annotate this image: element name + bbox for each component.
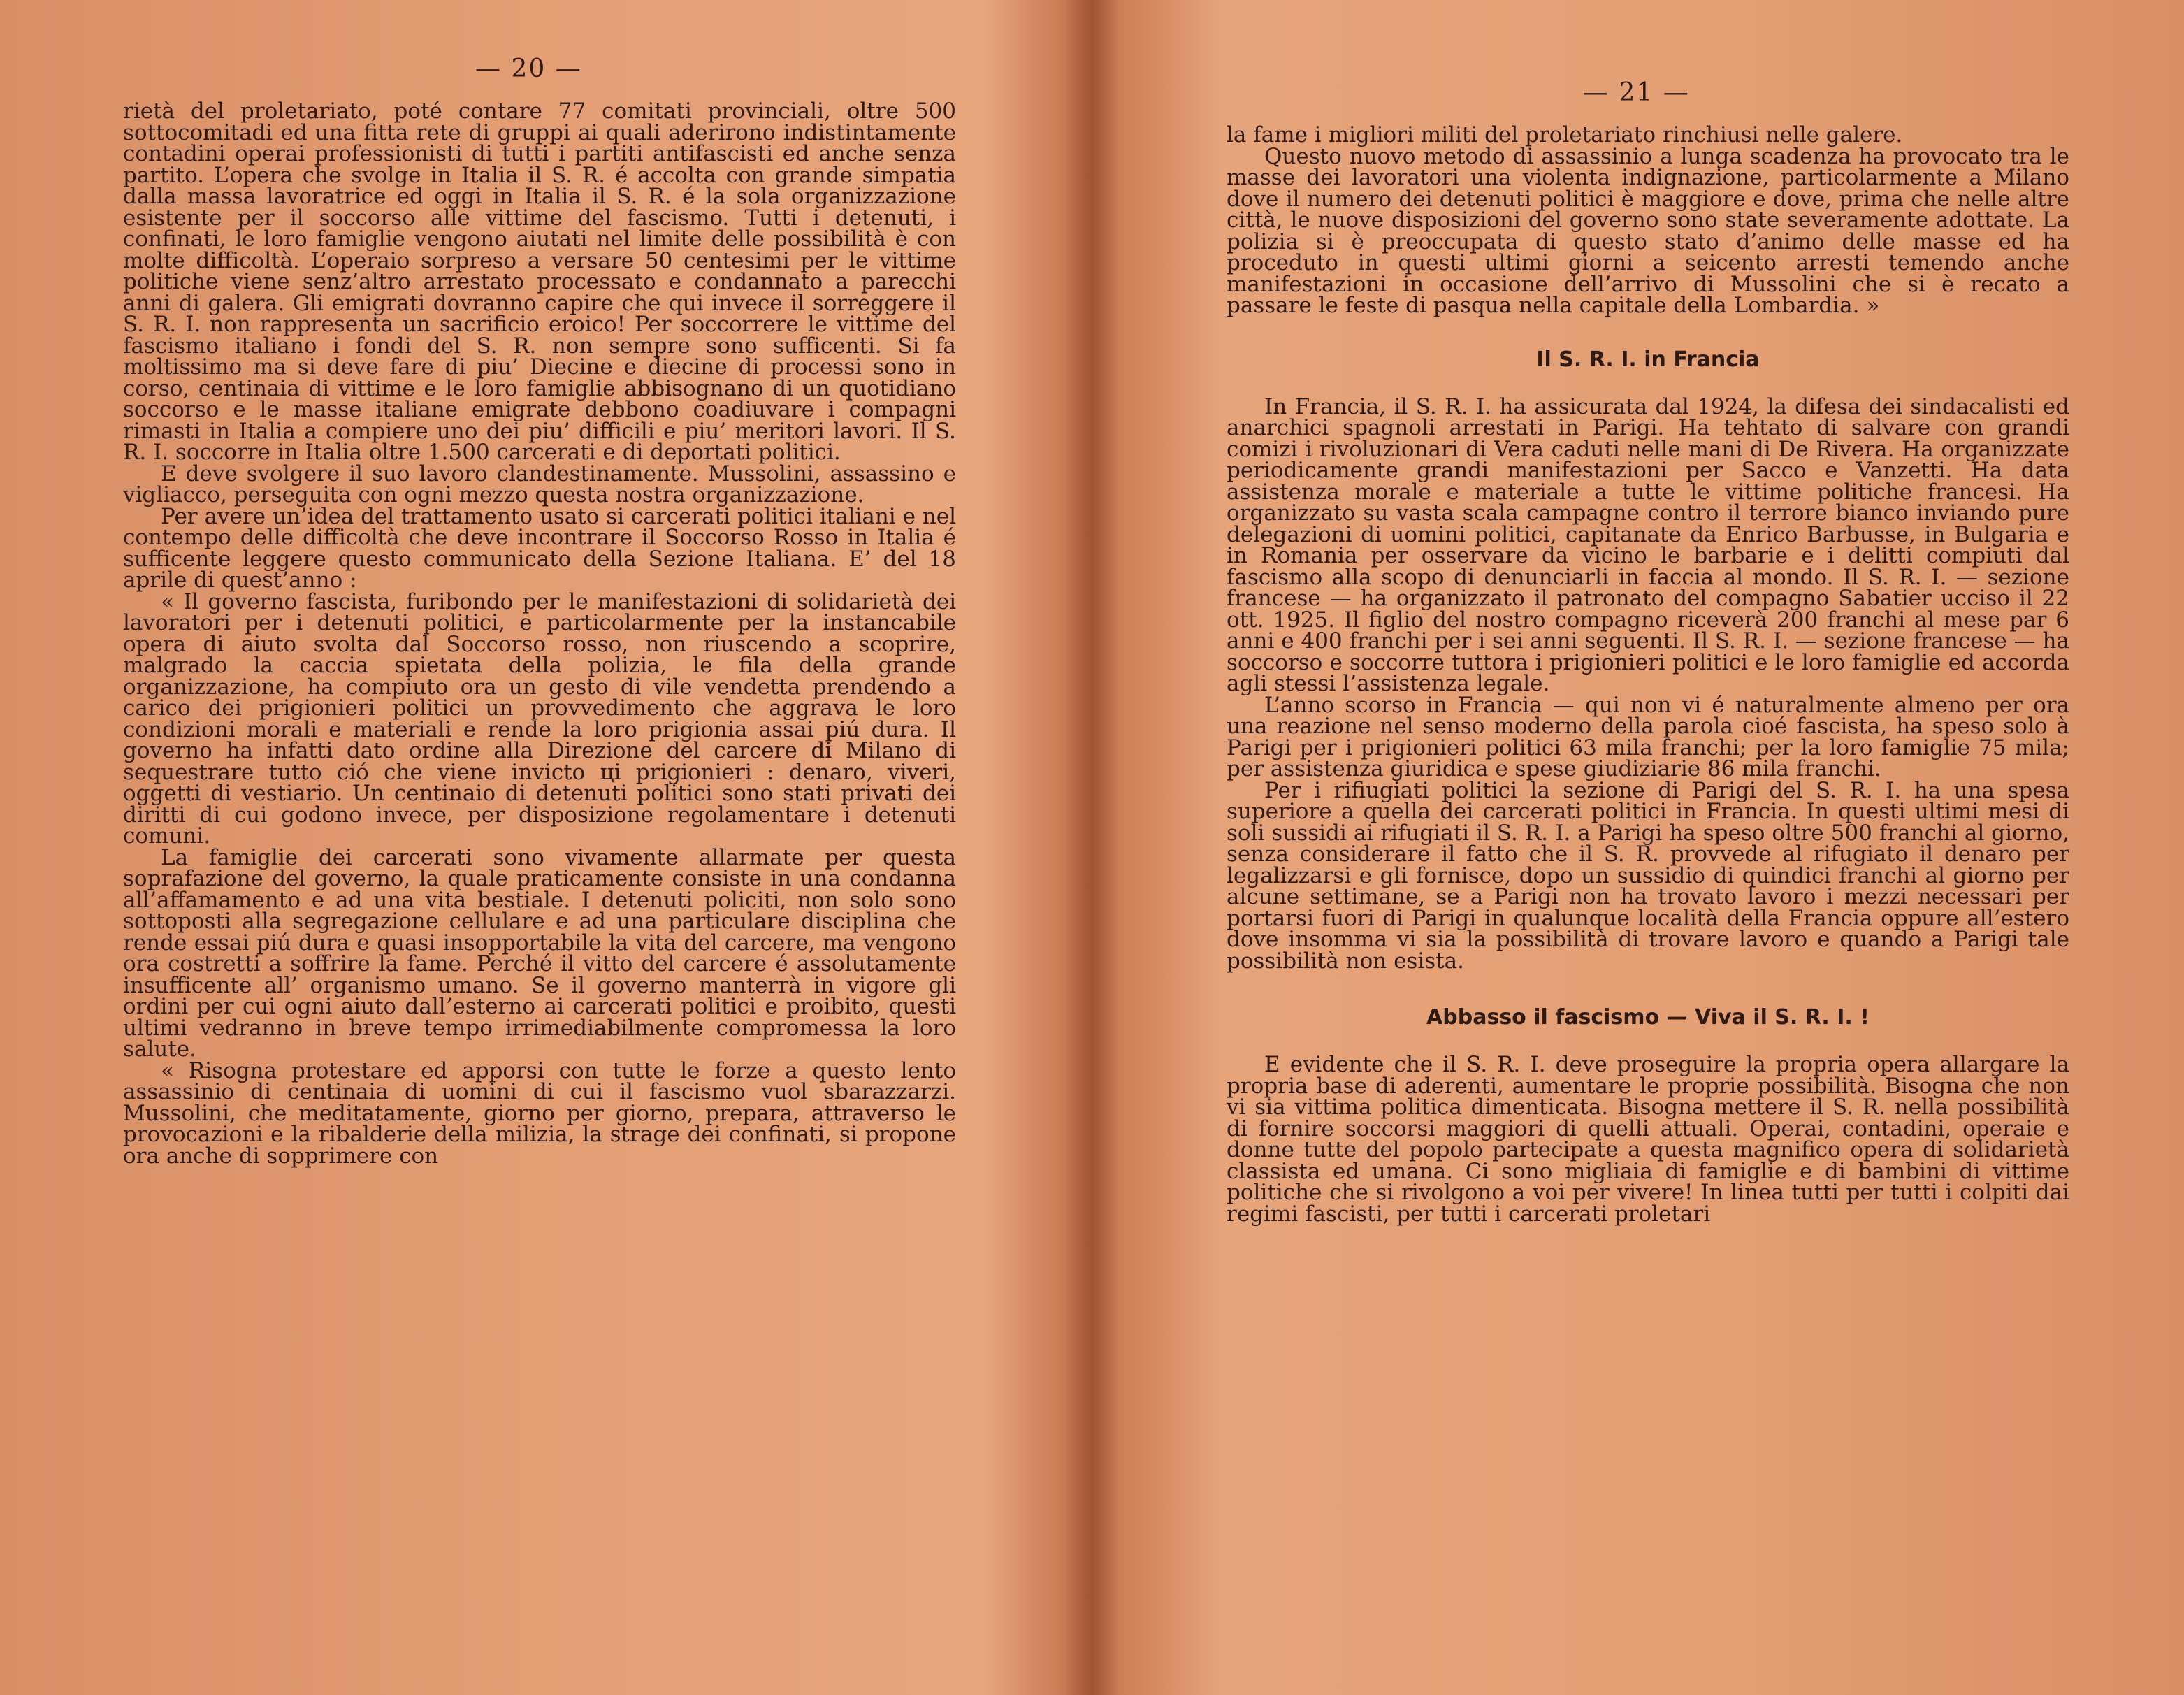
paragraph: In Francia, il S. R. I. ha assicurata dal 1924, la difesa dei sindacalisti ed anarchici spagnoli arrestati in Parigi. Ha tehtato di salvare con grandi comizi i rivoluzionari di Vera caduti nelle mani di De Rivera. Ha organizzate periodicamente grandi manifestazioni per Sacco e Vanzetti. Ha data assistenza morale e materiale a tutte le vittime politiche francesi. Ha organizzato su vasta scala campagne contro il terrore bianco inviando pure delegazioni di uomini politici, capitanate da Enrico Barbusse, in Bulgaria e in Romania per osservare da vicino le barbarie e i delitti compiuti dal fascismo alla scopo di denunciarli in faccia al mondo. Il S. R. I. — sezione francese — ha organizzato il patronato del compagno Sabatier ucciso il 22 ott. 1925. Il figlio del nostro compagno riceverà 200 franchi al mese par 6 anni e 400 franchi per i sei anni seguenti. Il S. R. I. — sezione francese — ha soccorso e soccorre tuttora i prigionieri politici e le loro famiglie ed accorda agli stessi l’assistenza legale. xyxy=(1227,394,2069,696)
paragraph: Per i rifiugiati politici la sezione di Parigi del S. R. I. ha una spesa superiore a quella dei carcerati politici in Francia. In questi ultimi mesi di soli sussidi ai rifugiati il S. R. I. a Parigi ha speso oltre 500 franchi al giorno, senza considerare il fatto che il S. R. provvede al rifugiato il denaro per legalizzarsi e gli fornisce, dopo un sussidio di quindici franchi al giorno per alcune settimane, se a Parigi non ha trovato lavoro i mezzi necessari per portarsi fuori di Parigi in qualunque località della Francia oppure all’estero dove insomma vi sia la possibilità di trovare lavoro e quando a Parigi tale possibilità non esista. xyxy=(1227,777,2069,974)
paragraph: « Risogna protestare ed apporsi con tutte le forze a questo lento assassinio di centinaia di uomini di cui il fascismo vuol sbarazzarzi. Mussolini, che meditatamente, giorno per giorno, prepara, attraverso le provocazioni e la ribalderie della milizia, la strage dei confinati, si propone ora anche di sopprimere con xyxy=(123,1058,956,1169)
section-heading-abbasso: Abbasso il fascismo — Viva il S. R. I. ! xyxy=(1426,1005,1870,1030)
paragraph: Per avere un’idea del trattamento usato si carcerati politici italiani e nel contempo delle difficoltà che deve incontrare il Soccorso Rosso in Italia é sufficente leggere questo communicato della Sezione Italiana. E’ del 18 aprile di quest’anno : xyxy=(123,503,956,593)
paragraph: L’anno scorso in Francia — qui non vi é naturalmente almeno per ora una reazione nel senso moderno della parola cioé fascista, ha speso solo à Parigi per i prigionieri politici 63 mila franchi; per la loro famiglie 75 mila; per assistenza giuridica e spese giudiziarie 86 mila franchi. xyxy=(1227,692,2069,781)
right-page xyxy=(1108,0,2184,1695)
section-heading-francia: Il S. R. I. in Francia xyxy=(1536,347,1760,372)
right-page-body xyxy=(1227,124,2069,1225)
paragraph: La famiglie dei carcerati sono vivamente allarmate per questa soprafazione del governo, la quale praticamente consiste in una condanna all’affamamento e ad una vita bestiale. I detenuti policiti, non solo sono sottoposti alla segregazione cellulare e ad una particulare disciplina che rende essai piú dura e quasi insopportabile la vita del carcere, ma vengono ora costretti a soffrire la fame. Perché il vitto del carcere é assolutamente insufficente all’ organismo umano. Se il governo manterrà in vigore gli ordini per cui ogni aiuto dall’esterno ai carcerati politici e proibito, questi ultimi vedranno in breve tempo irrimediabilmente compromessa la loro salute. xyxy=(123,844,956,1062)
paragraph: la fame i migliori militi del proletariato rinchiusi nelle galere. xyxy=(1227,122,1903,147)
left-page xyxy=(0,0,1076,1695)
page-number-left: — 20 — xyxy=(475,55,582,83)
paragraph: E evidente che il S. R. I. deve proseguire la propria opera allargare la propria base di aderenti, aumentare le proprie possibilità. Bisogna che non vi sia vittima politica dimenticata. Bisogna mettere il S. R. nella possibilità di fornire soccorsi maggiori di quelli attuali. Operai, contadini, operaie e donne tutte del popolo partecipate a questa magnifico opera di solidarietà classista ed umana. Ci sono migliaia di famiglie e di bambini di vittime politiche che si rivolgono a voi per vivere! In linea tutti per tutti i colpiti dai regimi fascisti, per tutti i carcerati proletari xyxy=(1227,1052,2069,1227)
page-number-right: — 21 — xyxy=(1583,78,1690,107)
paragraph: Questo nuovo metodo di assassinio a lunga scadenza ha provocato tra le masse dei lavoratori una violenta indignazione, particolarmente a Milano dove il numero dei detenuti politici è maggiore e dove, prima che nelle altre città, le nuove disposizioni del governo sono state severamente adottate. La polizia si è preoccupata di questo stato d’animo delle masse ed ha proceduto in questi ultimi giorni a seicento arresti temendo anche manifestazioni in occasione dell’arrivo di Mussolini che si è recato a passare le feste di pasqua nella capitale della Lombardia. » xyxy=(1227,143,2069,318)
left-page-body xyxy=(123,101,956,1167)
paragraph: rietà del proletariato, poté contare 77 comitati provinciali, oltre 500 sottocomitadi ed una fitta rete di gruppi ai quali aderirono indistintamente contadini operai professionisti di tutti i partiti antifascisti ed anche senza partito. L’opera che svolge in Italia il S. R. é accolta con grande simpatia dalla massa lavoratrice ed oggi in Italia il S. R. é la sola organizzazione esistente per il soccorso alle vittime del fascismo. Tutti i detenuti, i confinati, le loro famiglie vengono aiutati nel limite delle possibilità è con molte difficoltà. L’operaio sorpreso a versare 50 centesimi per le vittime politiche viene senz’altro arrestato processato e condannato a parecchi anni di galera. Gli emigrati dovranno capire che qui invece il sorreggere il S. R. I. non rappresenta un sacrificio eroico! Per soccorrere le vittime del fascismo italiano i fondi del S. R. non sempre sono sufficenti. Si fa moltissimo ma si deve fare di piu’ Diecine e diecine di processi sono in corso, centinaia di vittime e le loro famiglie abbisognano di un quotidiano soccorso e le masse italiane emigrate debbono coadiuvare i compagni rimasti in Italia a compiere uno dei piu’ difficili e piu’ meritori lavori. Il S. R. I. soccorre in Italia oltre 1.500 carcerati e di deportati politici. xyxy=(123,99,956,465)
paragraph: E deve svolgere il suo lavoro clandestinamente. Mussolini, assassino e vigliacco, perseguita con ogni mezzo questa nostra organizzazione. xyxy=(123,461,956,507)
paragraph: « Il governo fascista, furibondo per le manifestazioni di solidarietà dei lavoratori per i detenuti politici, e particolarmente per la instancabile opera di aiuto svolta dal Soccorso rosso, non riuscendo a scoprire, malgrado la caccia spietata della polizia, le fila della grande organizzazione, ha compiuto ora un gesto di vile vendetta prendendo a carico dei prigionieri politici un provvedimento che aggrava le loro condizioni morali e materiali e rende la loro prigionia assai piú dura. Il governo ha infatti dato ordine alla Direzione del carcere di Milano di sequestrare tutto ció che viene invicto ці prigionieri : denaro, viveri, oggetti di vestiario. Un centinaio di detenuti politici sono stati privati dei diritti di cui godono invece, per disposizione regolamentare i detenuti comuni. xyxy=(123,589,956,849)
